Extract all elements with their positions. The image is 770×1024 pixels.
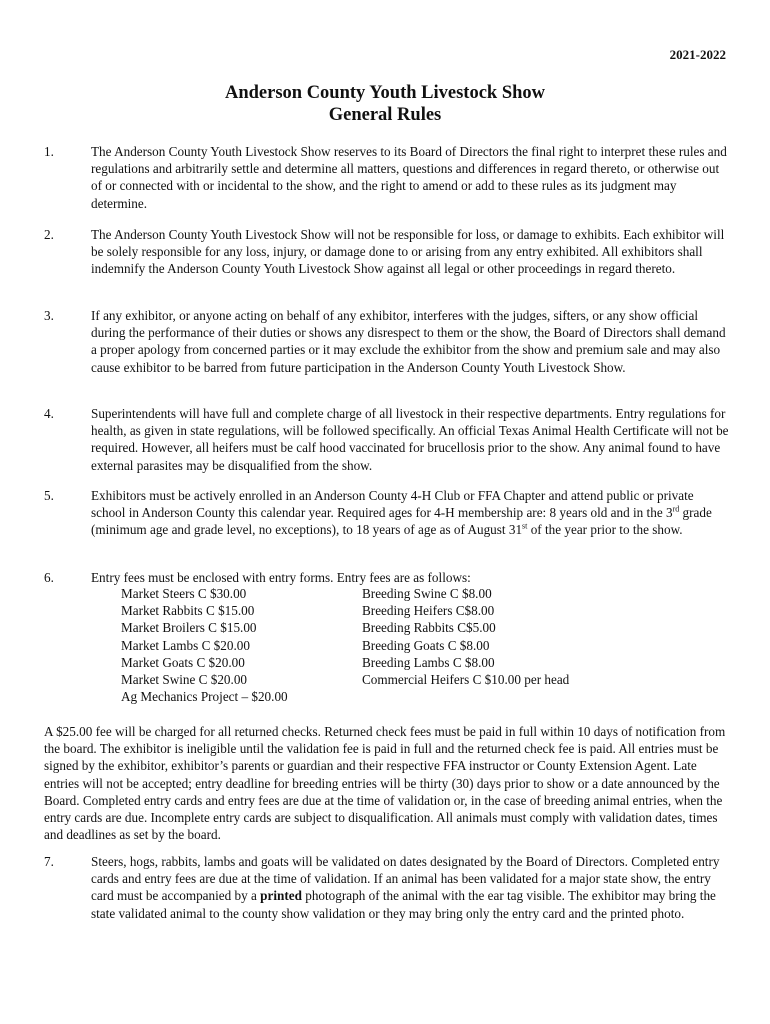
rule-text-part: photograph of the animal with the ear tag visible. The exhibitor may bring the state validated animal to the county show validation or they may bring only the entry card and the printed photo. (91, 888, 716, 921)
rule-number: 7. (44, 854, 54, 869)
fee-row: Market Broilers C $15.00 (121, 620, 257, 636)
fee-row: Market Steers C $30.00 (121, 586, 247, 601)
rule-text-part: of the year prior to the show. (527, 522, 683, 538)
rule-text: The Anderson County Youth Livestock Show will not be responsible for loss, or damage to exhibits. Each exhibitor will be solely responsible for any loss, injury, or damage done to or arising from any entry exhibited. All exhibitors shall indemnify the Anderson County Youth Livestock Show against all legal or other proceedings in regard thereto. (91, 227, 725, 277)
rule-number: 6. (44, 570, 54, 585)
ordinal-suffix: st (522, 522, 528, 532)
rule-number: 1. (44, 144, 54, 159)
rule-text (91, 487, 730, 539)
rule-text: If any exhibitor, or anyone acting on behalf of any exhibitor, interferes with the judges, sifters, or any show official during the performance of their duties or shows any disrespect to them or the show, the Board of Directors shall demand a proper apology from concerned parties or it may exclude the exhibitor from the show and premium sale and may also cause exhibitor to be barred from future participation in the Anderson County Youth Livestock Show. (91, 308, 726, 375)
rule-number: 4. (44, 406, 54, 421)
rule-number: 3. (44, 308, 54, 323)
rule-item (44, 405, 730, 474)
rule-item (44, 307, 730, 376)
year-label: 2021-2022 (669, 47, 726, 62)
rule-text (91, 853, 730, 922)
rule-text-part: Exhibitors must be actively enrolled in an Anderson County 4-H Club or FFA Chapter and attend public or private school in Anderson County this calendar year. Required ages for 4-H membership are: 8 years old and in the 3 (91, 488, 694, 521)
rule-text: The Anderson County Youth Livestock Show reserves to its Board of Directors the final right to interpret these rules and regulations and arbitrarily settle and determine all matters, questions and differences in regard thereto, or otherwise out of or connected with or incidental to the show, and the right to amend or add to these rules as its judgment may determine. (91, 144, 727, 211)
fee-row: Breeding Goats C $8.00 (362, 637, 490, 653)
fees-left-column (121, 585, 288, 705)
rule-number: 5. (44, 488, 54, 503)
fee-row: Breeding Heifers C$8.00 (362, 603, 495, 619)
rule-number: 2. (44, 227, 54, 242)
fee-row: Market Goats C $20.00 (121, 654, 245, 670)
fee-row: Commercial Heifers C $10.00 per head (362, 671, 570, 687)
page-title (0, 82, 770, 126)
fee-row: Breeding Rabbits C$5.00 (362, 620, 496, 636)
fee-row: Breeding Swine C $8.00 (362, 586, 492, 601)
rule-item (44, 487, 730, 539)
rule-text: Entry fees must be enclosed with entry forms. Entry fees are as follows: (91, 570, 471, 585)
rule-item (44, 853, 730, 922)
rule-text-part: grade (minimum age and grade level, no exceptions), to 18 years of age as of August 31 (91, 505, 712, 538)
fee-row: Market Rabbits C $15.00 (121, 603, 255, 619)
ordinal-suffix: rd (672, 504, 680, 514)
fees-right-column (362, 585, 569, 688)
rule-text-part: Steers, hogs, rabbits, lambs and goats will be validated on dates designated by the Board of Directors. Completed entry cards and entry fees are due at the time of validation. If an animal has been validated for a major state show, the entry card must be accompanied by a (91, 854, 720, 904)
fee-row: Breeding Lambs C $8.00 (362, 654, 495, 670)
fee-row: Ag Mechanics Project – $20.00 (121, 689, 288, 705)
title-line-2: General Rules (328, 105, 442, 125)
rule-item (44, 143, 730, 212)
fee-row: Market Lambs C $20.00 (121, 637, 250, 653)
rule-item (44, 569, 730, 586)
returned-check-note: A $25.00 fee will be charged for all returned checks. Returned check fees must be paid in full within 10 days of notification from the board. The exhibitor is ineligible until the validation fee is paid in full and the returned check fee is paid. All entries must be signed by the exhibitor, exhibitor’s parents or guardian and their respective FFA instructor or County Extension Agent. Late entries will not be accepted; entry deadline for breeding entries will be thirty (30) days prior to show or a date announced by the Board. Completed entry cards and entry fees are due at the time of validation or, in the case of breeding animal entries, when the entry cards are due. Incomplete entry cards are subject to disqualification. All animals must comply with validation dates, times and deadlines as set by the board. (44, 724, 726, 843)
title-line-1: Anderson County Youth Livestock Show (224, 83, 546, 103)
rule-item (44, 226, 730, 278)
bold-word: printed (260, 888, 302, 904)
fee-row: Market Swine C $20.00 (121, 671, 248, 687)
rule-text: Superintendents will have full and complete charge of all livestock in their respective departments. Entry regulations for health, as given in state regulations, will be followed specifically. An official Texas Animal Health Certificate will not be required. However, all heifers must be calf hood vaccinated for brucellosis prior to the show. Any animal found to have external parasites may be disqualified from the show. (91, 406, 729, 473)
